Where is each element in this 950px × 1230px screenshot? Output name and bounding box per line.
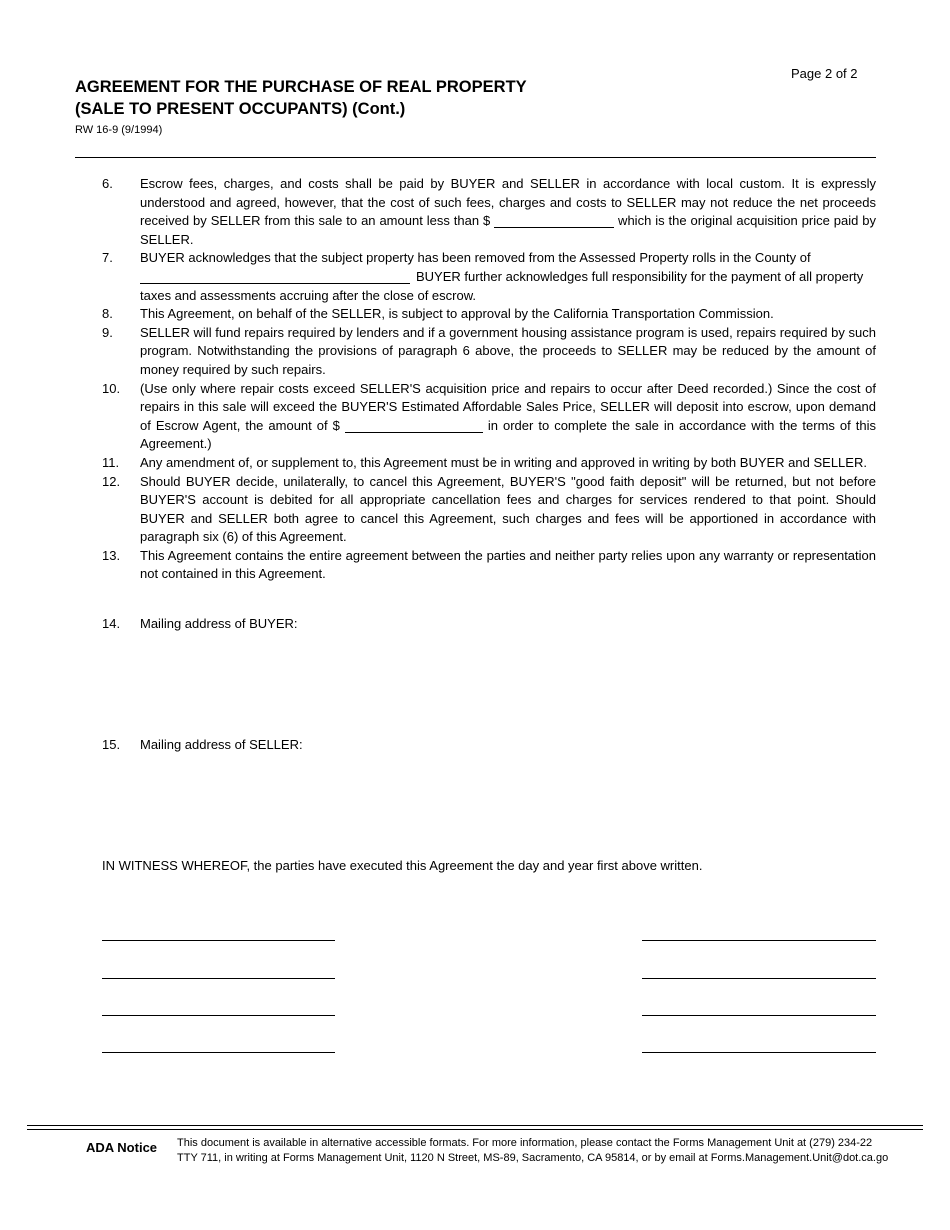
clause-9 — [102, 324, 876, 380]
net-proceeds-amount-field[interactable] — [494, 213, 614, 228]
clause-13 — [102, 547, 876, 584]
clause-text: This Agreement contains the entire agreement between the parties and neither party relies upon any warranty or representation not contained in this Agreement. — [140, 547, 876, 582]
seller-mailing-address — [102, 736, 876, 755]
buyer-mailing-label: Mailing address of BUYER: — [140, 616, 298, 631]
clause-number: 14. — [102, 616, 121, 631]
seller-mailing-label: Mailing address of SELLER: — [140, 737, 303, 752]
signature-line-left-2[interactable] — [102, 978, 335, 979]
signature-line-right-2[interactable] — [642, 978, 876, 979]
clause-7 — [102, 249, 876, 305]
signature-line-left-1[interactable] — [102, 940, 335, 941]
title-line-2: (SALE TO PRESENT OCCUPANTS) (Cont.) — [75, 100, 406, 118]
signature-line-right-4[interactable] — [642, 1052, 876, 1053]
footer-divider — [27, 1125, 923, 1126]
footer-divider — [27, 1129, 923, 1130]
clause-text: Any amendment of, or supplement to, this Agreement must be in writing and approved in writing by both BUYER and SELLER. — [140, 454, 867, 470]
county-field[interactable] — [140, 269, 410, 284]
clause-text-part: in order to complete the sale in accordance with the terms of this Agreement.) — [140, 417, 876, 452]
signature-line-left-3[interactable] — [102, 1015, 335, 1016]
clause-8 — [102, 305, 876, 324]
clause-10 — [102, 380, 876, 454]
clause-12 — [102, 473, 876, 547]
page-number: Page 2 of 2 — [791, 66, 858, 81]
clause-number: 7. — [102, 250, 113, 266]
clause-text — [140, 249, 876, 305]
clause-number: 8. — [102, 306, 113, 322]
clause-number: 15. — [102, 737, 121, 752]
clause-number: 6. — [102, 176, 113, 191]
clause-text: This Agreement, on behalf of the SELLER, is subject to approval by the California Transportation Commission. — [140, 306, 774, 322]
clause-6 — [102, 175, 876, 249]
clause-number: 13. — [102, 547, 121, 563]
clause-text-part: Escrow fees, charges, and costs shall be paid by BUYER and SELLER in accordance with local custom. It is expressly understood and agreed, however, that the cost of such fees, charges and costs to SELLER may not reduce the net proceeds received by SELLER from this sale to an amount less than $ — [140, 176, 876, 229]
title-line-1: AGREEMENT FOR THE PURCHASE OF REAL PROPERTY — [75, 78, 527, 96]
clause-text-part: which is the original acquisition price paid by SELLER. — [140, 213, 877, 247]
witness-statement: IN WITNESS WHEREOF, the parties have executed this Agreement the day and year first above written. — [102, 858, 703, 873]
agreement-clauses — [102, 175, 876, 584]
clause-text-part: (Use only where repair costs exceed SELLER'S acquisition price and repairs to occur after Deed recorded.) Since the cost of repairs in this sale will exceed the BUYER'S Estimated Affordable Sales Price, SELLER will deposit into escrow, upon demand of Escrow Agent, the amount of $ — [140, 380, 876, 433]
ada-notice-line-1: This document is available in alternative accessible formats. For more information, please contact the Forms Management Unit at (279) 234-22 — [177, 1137, 873, 1149]
clause-text-part: BUYER further acknowledges full responsibility for the payment of all property taxes and assessments accruing after the close of escrow. — [140, 268, 864, 303]
clause-number: 10. — [102, 380, 121, 396]
clause-text — [140, 380, 876, 454]
signature-line-right-3[interactable] — [642, 1015, 876, 1016]
clause-text: SELLER will fund repairs required by lenders and if a government housing assistance program is used, repairs required by such program. Notwithstanding the provisions of paragraph 6 above, the proceeds to SELLER may be reduced by the amount of money required by such repairs. — [140, 324, 876, 377]
ada-notice-label: ADA Notice — [86, 1140, 158, 1155]
signature-line-right-1[interactable] — [642, 940, 876, 941]
clause-11 — [102, 454, 876, 473]
header-divider — [75, 157, 876, 158]
clause-text-part: BUYER acknowledges that the subject property has been removed from the Assessed Property rolls in the County of — [140, 250, 811, 266]
repair-deposit-amount-field[interactable] — [345, 418, 483, 433]
clause-text: Should BUYER decide, unilaterally, to cancel this Agreement, BUYER'S "good faith deposit" will be returned, but not before BUYER'S account is debited for all appropriate cancellation fees and charges for services rendered to that point. Should BUYER and SELLER both agree to cancel this Agreement, such charges and fees will be apportioned in accordance with paragraph six (6) of this Agreement. — [140, 473, 876, 545]
ada-notice-text — [177, 1136, 950, 1166]
signature-line-left-4[interactable] — [102, 1052, 335, 1053]
document-title — [75, 76, 527, 120]
clause-number: 9. — [102, 324, 113, 340]
buyer-mailing-address — [102, 615, 876, 634]
ada-notice-line-2: TTY 711, in writing at Forms Management Unit, 1120 N Street, MS-89, Sacramento, CA 95814, or by email at Forms.Management.Unit@dot.ca.go — [177, 1152, 889, 1164]
form-number: RW 16-9 (9/1994) — [75, 124, 163, 136]
clause-number: 11. — [102, 454, 120, 470]
clause-text — [140, 175, 876, 249]
clause-number: 12. — [102, 473, 121, 489]
